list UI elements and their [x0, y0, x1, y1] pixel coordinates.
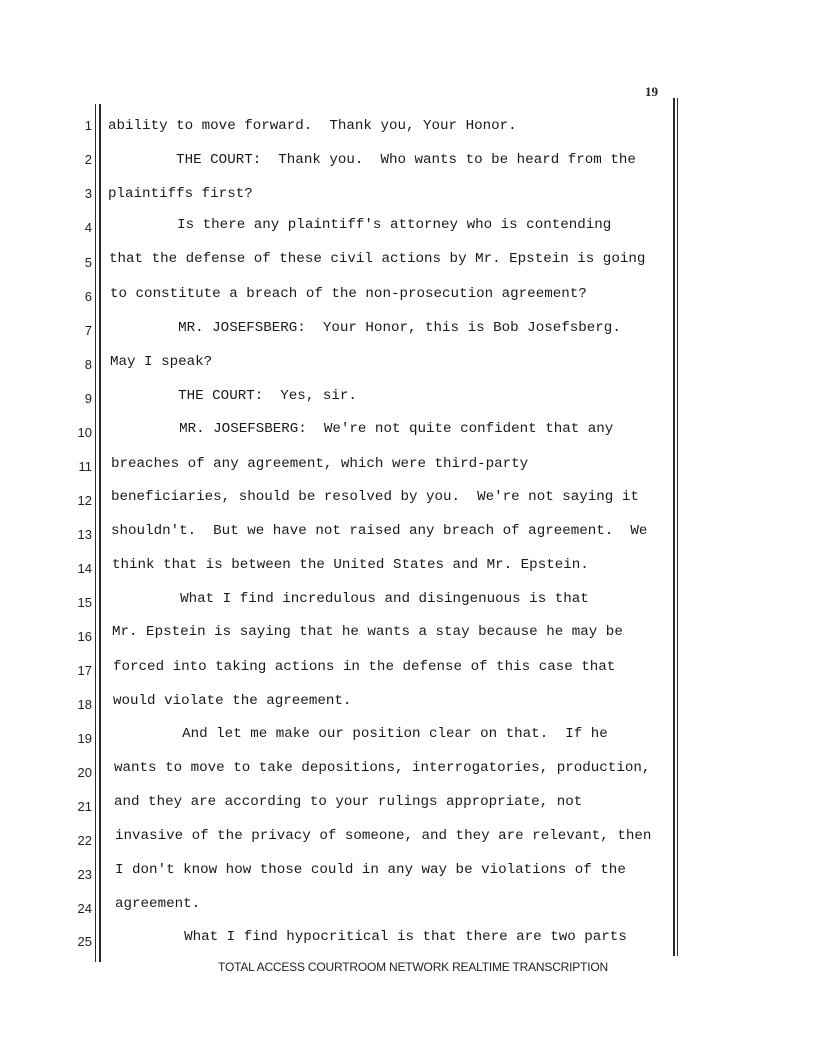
footer-text: TOTAL ACCESS COURTROOM NETWORK REALTIME TRANSCRIPTION — [218, 960, 608, 974]
line-number: 22 — [77, 833, 92, 848]
transcript-line: plaintiffs first? — [108, 186, 253, 202]
line-number: 11 — [78, 459, 92, 474]
line-number: 12 — [77, 493, 92, 508]
transcript-line: What I find hypocritical is that there are two parts — [116, 929, 627, 945]
page-number: 19 — [645, 84, 658, 99]
transcript-line: ability to move forward. Thank you, Your Honor. — [108, 118, 517, 134]
line-number: 19 — [77, 731, 92, 746]
transcript-line: to constitute a breach of the non-prosecution agreement? — [110, 286, 587, 302]
transcript-line: and they are according to your rulings appropriate, not — [114, 794, 583, 810]
line-number: 10 — [77, 425, 92, 440]
line-number: 23 — [77, 867, 92, 882]
line-number: 24 — [77, 901, 92, 916]
transcript-line: breaches of any agreement, which were third-party — [111, 456, 529, 472]
transcript-line: May I speak? — [110, 354, 213, 370]
right-margin-rule — [673, 98, 675, 956]
transcript-line: beneficiaries, should be resolved by you. We're not saying it — [111, 489, 639, 505]
transcript-line: that the defense of these civil actions by Mr. Epstein is going — [109, 251, 646, 267]
transcript-footer — [0, 960, 816, 974]
transcript-line: MR. JOSEFSBERG: Your Honor, this is Bob Josefsberg. — [110, 320, 621, 336]
line-number: 25 — [77, 934, 92, 949]
transcript-line: forced into taking actions in the defense of this case that — [113, 659, 616, 675]
transcript-line: And let me make our position clear on that. If he — [114, 726, 608, 742]
line-number: 5 — [84, 255, 92, 270]
transcript-line: THE COURT: Thank you. Who wants to be heard from the — [108, 152, 636, 168]
line-number: 16 — [77, 629, 92, 644]
transcript-line: agreement. — [115, 896, 201, 912]
line-number: 3 — [84, 186, 92, 201]
transcript-line: would violate the agreement. — [113, 693, 352, 709]
transcript-line: MR. JOSEFSBERG: We're not quite confident that any — [111, 421, 614, 437]
transcript-line: invasive of the privacy of someone, and they are relevant, then — [115, 828, 652, 844]
transcript-line: What I find incredulous and disingenuous is that — [112, 591, 589, 607]
line-number: 15 — [77, 595, 92, 610]
line-number: 14 — [77, 561, 92, 576]
line-number: 2 — [84, 152, 92, 167]
line-number: 1 — [84, 118, 92, 133]
line-number: 9 — [84, 391, 92, 406]
line-number: 8 — [84, 357, 92, 372]
line-number: 7 — [84, 323, 92, 338]
line-number: 20 — [77, 765, 92, 780]
transcript-line: wants to move to take depositions, interrogatories, production, — [114, 760, 651, 776]
line-number: 17 — [77, 663, 92, 678]
transcript-line: I don't know how those could in any way be violations of the — [115, 862, 626, 878]
left-margin-rule — [95, 104, 96, 962]
transcript-line: shouldn't. But we have not raised any breach of agreement. We — [111, 523, 648, 539]
transcript-line: Is there any plaintiff's attorney who is contending — [109, 217, 612, 233]
right-margin-rule-outer — [677, 98, 678, 956]
line-number: 18 — [77, 697, 92, 712]
line-number: 4 — [84, 220, 92, 235]
line-number: 6 — [84, 289, 92, 304]
line-number: 13 — [77, 527, 92, 542]
line-number: 21 — [77, 799, 92, 814]
transcript-line: THE COURT: Yes, sir. — [110, 388, 357, 404]
left-margin-rule-inner — [99, 104, 101, 962]
transcript-line: Mr. Epstein is saying that he wants a stay because he may be — [112, 624, 623, 640]
transcript-line: think that is between the United States and Mr. Epstein. — [112, 557, 589, 573]
